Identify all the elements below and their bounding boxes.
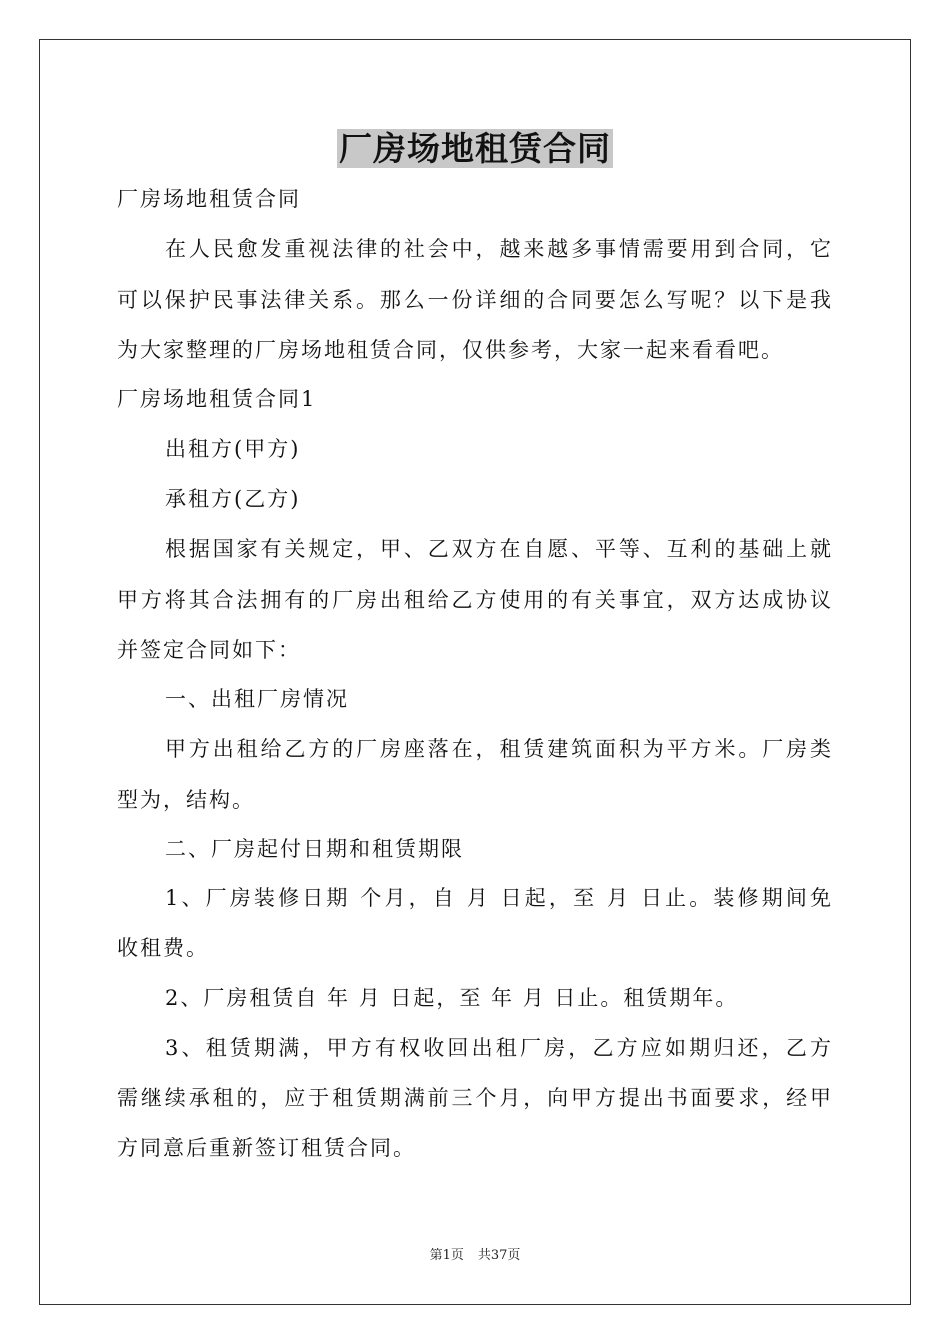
- paragraph-line: 方同意后重新签订租赁合同。: [117, 1136, 416, 1160]
- paragraph-line: 出租方(甲方): [165, 437, 301, 461]
- paragraph-line: 型为，结构。: [117, 788, 255, 812]
- paragraph-line: 在人民愈发重视法律的社会中，越来越多事情需要用到合同，它: [165, 237, 831, 261]
- subtitle-line: 厂房场地租赁合同: [117, 187, 301, 211]
- page-number: 第1页: [429, 1248, 464, 1263]
- paragraph-line: 1、厂房装修日期 个月，自 月 日起，至 月 日止。装修期间免: [165, 886, 831, 910]
- paragraph-line: 收租费。: [117, 936, 209, 960]
- document-title: [0, 128, 950, 170]
- paragraph-line: 2、厂房租赁自 年 月 日起，至 年 月 日止。租赁期年。: [165, 986, 739, 1010]
- paragraph-line: 3、租赁期满，甲方有权收回出租厂房，乙方应如期归还，乙方: [165, 1036, 831, 1060]
- section-heading: 厂房场地租赁合同1: [117, 387, 317, 411]
- paragraph-line: 为大家整理的厂房场地租赁合同，仅供参考，大家一起来看看吧。: [117, 338, 784, 362]
- page-border: [39, 39, 911, 1305]
- page-total: 共37页: [477, 1248, 521, 1263]
- paragraph-line: 可以保护民事法律关系。那么一份详细的合同要怎么写呢？以下是我: [117, 288, 831, 312]
- paragraph-line: 根据国家有关规定，甲、乙双方在自愿、平等、互利的基础上就: [165, 537, 831, 561]
- clause-heading: 二、厂房起付日期和租赁期限: [165, 837, 464, 861]
- page-footer: [0, 1247, 950, 1265]
- clause-heading: 一、出租厂房情况: [165, 687, 349, 711]
- paragraph-line: 并签定合同如下：: [117, 638, 301, 662]
- paragraph-line: 承租方(乙方): [165, 487, 301, 511]
- document-title-text: 厂房场地租赁合同: [339, 129, 611, 168]
- paragraph-line: 甲方出租给乙方的厂房座落在，租赁建筑面积为平方米。厂房类: [165, 737, 831, 761]
- paragraph-line: 甲方将其合法拥有的厂房出租给乙方使用的有关事宜，双方达成协议: [117, 588, 831, 612]
- paragraph-line: 需继续承租的，应于租赁期满前三个月，向甲方提出书面要求，经甲: [117, 1086, 831, 1110]
